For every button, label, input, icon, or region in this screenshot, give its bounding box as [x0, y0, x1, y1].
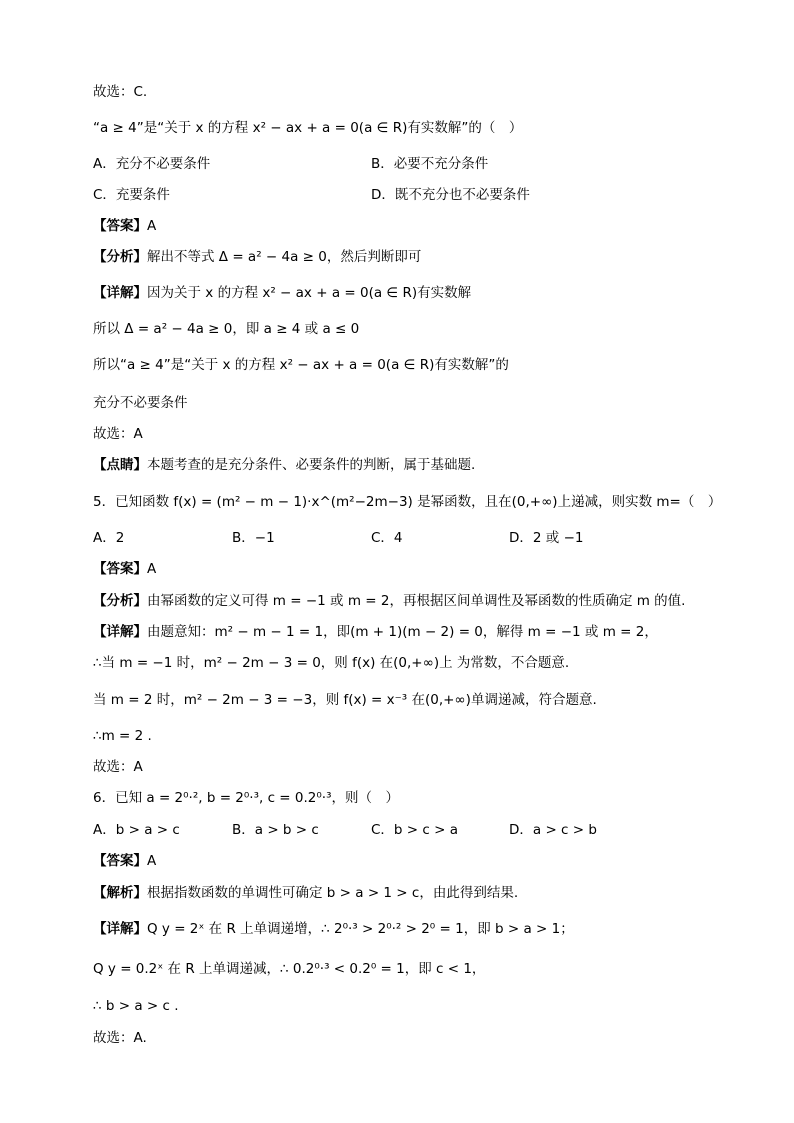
- analysis-tag: 【分析】: [93, 249, 147, 265]
- q5-option-d: D．2 或 −1: [509, 530, 584, 546]
- comment-tag: 【点睛】: [93, 457, 147, 473]
- q5-option-b: B．−1: [232, 530, 275, 546]
- text-line: 故选：A: [93, 759, 143, 775]
- q4-option-c: C．充要条件: [93, 187, 170, 203]
- q4-analysis: 【分析】解出不等式 Δ = a² − 4a ≥ 0，然后判断即可: [93, 249, 422, 265]
- q6-option-d: D．a > c > b: [509, 822, 597, 838]
- q6-detail: 【详解】Q y = 2ˣ 在 R 上单调递增，∴ 2⁰·³ > 2⁰·² > 2⁰ = 1，即 b > a > 1；: [93, 921, 574, 937]
- q4-option-d: D．既不充分也不必要条件: [371, 187, 530, 203]
- text-line: 当 m = 2 时，m² − 2m − 3 = −3，则 f(x) = x⁻³ 在(0,+∞)单调递减，符合题意.: [93, 692, 597, 708]
- detail-tag: 【详解】: [93, 921, 147, 937]
- analysis-tag: 【解析】: [93, 885, 147, 901]
- detail-tag: 【详解】: [93, 285, 147, 301]
- q5-detail: 【详解】由题意知：m² − m − 1 = 1，即(m + 1)(m − 2) = 0，解得 m = −1 或 m = 2，: [93, 624, 658, 640]
- answer-tag: 【答案】: [93, 853, 147, 869]
- text-line: 所以“a ≥ 4”是“关于 x 的方程 x² − ax + a = 0(a ∈ R)有实数解”的: [93, 357, 509, 373]
- q6-analysis: 【解析】根据指数函数的单调性可确定 b > a > 1 > c，由此得到结果.: [93, 885, 519, 901]
- text-line: ∴当 m = −1 时，m² − 2m − 3 = 0，则 f(x) 在(0,+∞)上 为常数，不合题意.: [93, 655, 570, 671]
- detail-tag: 【详解】: [93, 624, 147, 640]
- q5-analysis: 【分析】由幂函数的定义可得 m = −1 或 m = 2，再根据区间单调性及幂函数的性质确定 m 的值.: [93, 593, 686, 609]
- q5-answer: [93, 560, 156, 578]
- text-line: ∴m = 2 .: [93, 728, 152, 744]
- analysis-tag: 【分析】: [93, 593, 147, 609]
- text-line: Q y = 0.2ˣ 在 R 上单调递减，∴ 0.2⁰·³ < 0.2⁰ = 1，即 c < 1，: [93, 961, 486, 977]
- answer-value: A: [147, 561, 157, 577]
- answer-tag: 【答案】: [93, 218, 147, 234]
- answer-tag: 【答案】: [93, 561, 147, 577]
- q5-option-a: A．2: [93, 530, 125, 546]
- q4-option-b: B．必要不充分条件: [371, 156, 489, 172]
- q4-option-a: A．充分不必要条件: [93, 156, 211, 172]
- q6-answer: [93, 852, 156, 870]
- q6-option-a: A．b > a > c: [93, 822, 180, 838]
- answer-value: A: [147, 218, 157, 234]
- text-line: 所以 Δ = a² − 4a ≥ 0，即 a ≥ 4 或 a ≤ 0: [93, 321, 360, 337]
- question-5-stem: 5．已知函数 f(x) = (m² − m − 1)·x^(m²−2m−3) 是幂函数，且在(0,+∞)上递减，则实数 m=（ ）: [93, 494, 722, 510]
- q4-detail: 【详解】因为关于 x 的方程 x² − ax + a = 0(a ∈ R)有实数解: [93, 285, 472, 301]
- question-4-stem: “a ≥ 4”是“关于 x 的方程 x² − ax + a = 0(a ∈ R)有实数解”的（ ）: [93, 120, 523, 136]
- q5-option-c: C．4: [371, 530, 403, 546]
- answer-value: A: [147, 853, 157, 869]
- q4-answer: [93, 217, 156, 235]
- text-line: 故选：A: [93, 426, 143, 442]
- text-line: ∴ b > a > c .: [93, 998, 179, 1014]
- text-line: 故选：A.: [93, 1030, 147, 1046]
- question-6-stem: 6．已知 a = 2⁰·², b = 2⁰·³, c = 0.2⁰·³，则（ ）: [93, 790, 399, 806]
- q4-comment: 【点睛】本题考查的是充分条件、必要条件的判断，属于基础题.: [93, 457, 476, 473]
- q6-option-c: C．b > c > a: [371, 822, 458, 838]
- text-line: 故选：C.: [93, 84, 148, 100]
- text-line: 充分不必要条件: [93, 395, 188, 411]
- q6-option-b: B．a > b > c: [232, 822, 319, 838]
